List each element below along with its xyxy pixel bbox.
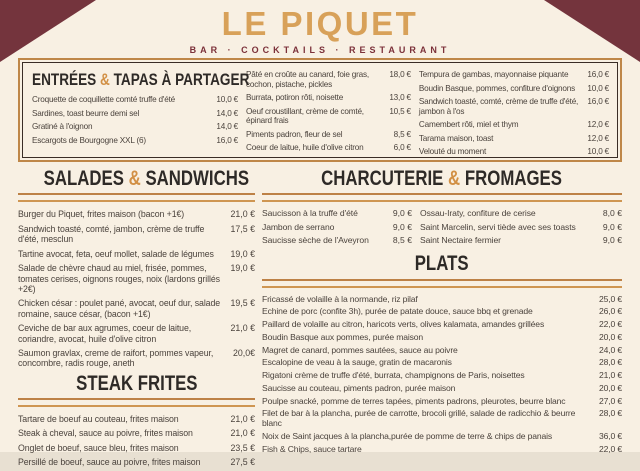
section-title-text: STEAK FRITES — [75, 372, 198, 396]
item-name: Magret de canard, pommes sautées, sauce au poivre — [262, 344, 458, 355]
item-price: 12,0 € — [587, 120, 609, 130]
menu-item — [419, 84, 609, 94]
item-price: 6,0 € — [393, 143, 411, 153]
item-price: 21,0 € — [599, 370, 622, 381]
item-name: Saucisse au couteau, piments padron, purée maison — [262, 382, 456, 393]
menu-item — [419, 147, 609, 157]
menu-item — [246, 70, 411, 89]
item-name: Burger du Piquet, frites maison (bacon +1€) — [18, 209, 185, 220]
plats-items — [262, 295, 622, 455]
menu-item — [262, 384, 622, 394]
section-title-steak-frites — [18, 373, 255, 395]
restaurant-title: LE PIQUET — [221, 5, 419, 42]
menu-item — [246, 93, 411, 103]
menu-item — [262, 236, 412, 246]
menu-item — [18, 348, 255, 368]
item-price: 24,0 € — [599, 344, 622, 355]
item-name: Sandwich toasté, comté, jambon, crème de truffe d'été, mesclun — [18, 223, 205, 244]
charcuterie-right-items — [420, 209, 622, 249]
entrees-box-inner — [22, 62, 618, 158]
item-price: 17,5 € — [230, 223, 255, 234]
section-title-ampersand: & — [448, 167, 461, 190]
item-name: Boudin Basque, pommes, confiture d'oignons — [418, 83, 575, 93]
item-price: 26,0 € — [599, 306, 622, 317]
item-name: Rigatoni crème de truffe d'été, burrata, champignons de Paris, noisettes — [262, 370, 525, 381]
item-price: 10,0 € — [587, 83, 609, 93]
section-title-text: PLATS — [415, 252, 469, 276]
restaurant-subtitle: BAR · COCKTAILS · RESTAURANT — [189, 44, 451, 55]
left-column — [18, 168, 255, 471]
menu-item — [246, 143, 411, 153]
menu-item — [262, 445, 622, 455]
menu-item — [262, 346, 622, 356]
item-name: Piments padron, fleur de sel — [246, 129, 343, 139]
item-price: 9,0 € — [392, 221, 412, 232]
menu-item — [18, 209, 255, 219]
item-name: Saucisson à la truffe d'été — [262, 208, 358, 219]
section-title-text — [44, 168, 249, 190]
section-title-salades — [18, 168, 255, 190]
item-price: 27,5 € — [230, 456, 255, 467]
menu-item — [420, 223, 622, 233]
item-name: Sardines, toast beurre demi sel — [32, 108, 140, 118]
menu-item — [18, 249, 255, 259]
menu-item — [262, 333, 622, 343]
menu-item — [18, 224, 255, 244]
item-name: Gratiné à l'oignon — [32, 122, 93, 132]
menu-item — [18, 414, 255, 424]
item-name: Ossau-Iraty, confiture de cerise — [420, 208, 536, 219]
item-price: 10,0 € — [587, 147, 609, 157]
section-title-text — [32, 71, 249, 88]
menu-item — [262, 209, 412, 219]
item-name: Escargots de Bourgogne XXL (6) — [32, 135, 146, 145]
entrees-column-3 — [418, 70, 609, 157]
item-price: 14,0 € — [216, 122, 238, 132]
item-name: Tartare de boeuf au couteau, frites maison — [18, 414, 179, 425]
item-name: Fish & Chips, sauce tartare — [262, 443, 362, 454]
section-title-word: CHARCUTERIE — [321, 167, 444, 190]
menu-item — [18, 298, 255, 318]
menu-item — [18, 443, 255, 453]
item-name: Croquette de coquillette comté truffe d'été — [32, 95, 176, 104]
item-price: 10,5 € — [389, 106, 411, 116]
menu-item — [262, 223, 412, 233]
item-name: Saumon gravlax, creme de raifort, pommes vapeur, concombre, radis rouge, aneth — [18, 348, 214, 369]
item-price: 13,0 € — [389, 93, 411, 103]
menu-item — [262, 307, 622, 317]
item-price: 23,5 € — [230, 442, 255, 453]
item-price: 22,0 € — [599, 319, 622, 330]
entrees-box — [18, 58, 622, 162]
menu-item — [262, 295, 622, 305]
item-name: Saint Marcelin, servi tiède avec ses toasts — [420, 221, 576, 232]
menu-item — [32, 95, 238, 105]
header — [0, 7, 640, 55]
item-price: 16,0 € — [216, 135, 238, 145]
section-title-text — [322, 168, 563, 190]
item-price: 18,0 € — [389, 70, 411, 79]
charcuterie-left-items — [262, 209, 412, 249]
menu-item — [419, 97, 609, 116]
section-title-ampersand: & — [100, 70, 110, 89]
item-name: Steak à cheval, sauce au poivre, frites maison — [18, 428, 193, 439]
menu-item — [262, 320, 622, 330]
section-title-ampersand: & — [128, 167, 141, 190]
menu-item — [32, 136, 238, 146]
section-rule — [18, 398, 255, 407]
item-price: 16,0 € — [587, 97, 609, 107]
item-name: Jambon de serrano — [262, 221, 335, 232]
item-price: 12,0 € — [587, 133, 609, 143]
menu-item — [18, 323, 255, 343]
entrees-col3-items — [419, 70, 609, 161]
item-price: 8,5 € — [393, 129, 411, 139]
menu-item — [419, 134, 609, 144]
section-rule — [262, 279, 622, 288]
item-name: Chicken césar : poulet pané, avocat, oeuf dur, salade romaine, sauce césar, (bacon +1€) — [18, 298, 221, 319]
entrees-column-2 — [246, 70, 411, 152]
item-name: Escalopine de veau à la sauge, gratin de macaronis — [262, 357, 452, 368]
menu-item — [262, 358, 622, 368]
item-price: 21,0 € — [230, 209, 255, 220]
section-rule — [262, 193, 622, 202]
section-rule — [18, 193, 255, 202]
section-title-word: SANDWICHS — [145, 167, 250, 190]
item-price: 21,0 € — [230, 428, 255, 439]
item-name: Tarama maison, toast — [418, 133, 494, 143]
item-name: Pâté en croûte au canard, foie gras, cochon, pistache, pickles — [246, 70, 369, 89]
entrees-col1-items — [32, 95, 238, 149]
item-price: 8,5 € — [392, 234, 412, 245]
item-name: Tempura de gambas, mayonnaise piquante — [418, 70, 569, 79]
menu-item — [262, 409, 622, 429]
section-title-word: ENTRÉES — [32, 70, 97, 89]
menu-item — [419, 70, 609, 80]
item-name: Tartine avocat, feta, oeuf mollet, salade de légumes — [18, 248, 214, 259]
item-name: Oeuf croustillant, crème de comté, épinard frais — [246, 106, 364, 126]
right-column — [262, 168, 622, 458]
item-price: 21,0 € — [230, 323, 255, 334]
item-price: 36,0 € — [599, 431, 622, 442]
item-price: 20,0 € — [599, 331, 622, 342]
section-title-plats — [262, 253, 622, 275]
menu-item — [419, 120, 609, 130]
item-price: 28,0 € — [599, 357, 622, 368]
section-title-word: TAPAS À PARTAGER — [113, 70, 250, 89]
item-name: Coeur de laitue, huile d'olive citron — [246, 143, 364, 153]
item-price: 25,0 € — [599, 293, 622, 304]
section-title-word: SALADES — [43, 167, 124, 190]
item-name: Poulpe snacké, pomme de terres tapées, piments padrons, pleurotes, beurre blanc — [262, 395, 566, 406]
item-name: Saint Nectaire fermier — [420, 234, 501, 245]
item-name: Sandwich toasté, comté, crème de truffe d'été, jambon à l'os — [418, 97, 579, 116]
menu-item — [18, 263, 255, 294]
item-name: Filet de bar à la plancha, purée de carrotte, brocoli grillé, salade de radicchio & beurre blanc — [262, 408, 576, 429]
menu-item — [18, 428, 255, 438]
menu-item — [420, 236, 622, 246]
menu-item — [32, 122, 238, 132]
item-name: Boudin Basque aux pommes, purée maison — [262, 331, 424, 342]
menu-item — [262, 432, 622, 442]
item-price: 9,0 € — [602, 234, 622, 245]
item-price: 8,0 € — [602, 208, 622, 219]
menu-item — [32, 109, 238, 119]
item-price: 16,0 € — [587, 70, 609, 79]
item-name: Persillé de boeuf, sauce au poivre, frites maison — [18, 456, 201, 467]
steak-frites-items — [18, 414, 255, 467]
section-title-charcuterie — [262, 168, 622, 190]
charcuterie-columns — [262, 209, 622, 249]
item-price: 21,0 € — [230, 414, 255, 425]
section-title-entrees — [32, 70, 250, 89]
section-title-word: FROMAGES — [465, 167, 563, 190]
item-name: Echine de porc (confite 3h), purée de patate douce, sauce bbq et grenade — [262, 306, 533, 317]
item-name: Saucisse sèche de l'Aveyron — [262, 234, 369, 245]
item-name: Ceviche de bar aux agrumes, coeur de laitue, coriandre, avocat, huile d'olive citron — [18, 323, 192, 344]
item-name: Camembert rôti, miel et thym — [418, 120, 519, 130]
menu-item — [246, 130, 411, 140]
item-name: Salade de chèvre chaud au miel, frisée, pommes, tomates cerises, oignons rouges, noix (lardons grillés +2€) — [18, 263, 220, 294]
item-price: 22,0 € — [599, 443, 622, 454]
menu-item — [262, 371, 622, 381]
item-price: 14,0 € — [216, 108, 238, 118]
item-price: 20,0€ — [232, 348, 255, 359]
menu-item — [262, 397, 622, 407]
item-name: Burrata, potiron rôti, noisette — [246, 93, 344, 103]
item-price: 9,0 € — [602, 221, 622, 232]
item-price: 19,0 € — [230, 263, 255, 274]
item-name: Velouté du moment — [418, 147, 487, 157]
item-name: Paillard de volaille au citron, haricots verts, olives kalamata, amandes grillées — [262, 319, 545, 330]
item-name: Fricassé de volaille à la normande, riz pilaf — [262, 293, 418, 304]
item-price: 28,0 € — [599, 408, 622, 419]
item-price: 10,0 € — [216, 95, 238, 104]
item-price: 19,0 € — [230, 248, 255, 259]
entrees-column-1 — [32, 70, 250, 152]
item-price: 20,0 € — [599, 382, 622, 393]
item-name: Noix de Saint jacques à la plancha,purée de pomme de terre & chips de panais — [262, 431, 553, 442]
item-price: 27,0 € — [599, 395, 622, 406]
entrees-col2-items — [246, 70, 411, 157]
item-price: 9,0 € — [392, 208, 412, 219]
item-price: 19,5 € — [230, 298, 255, 309]
menu-item — [420, 209, 622, 219]
menu-item — [246, 107, 411, 126]
item-name: Onglet de boeuf, sauce bleu, frites maison — [18, 442, 179, 453]
menu-item — [18, 457, 255, 467]
salades-items — [18, 209, 255, 369]
